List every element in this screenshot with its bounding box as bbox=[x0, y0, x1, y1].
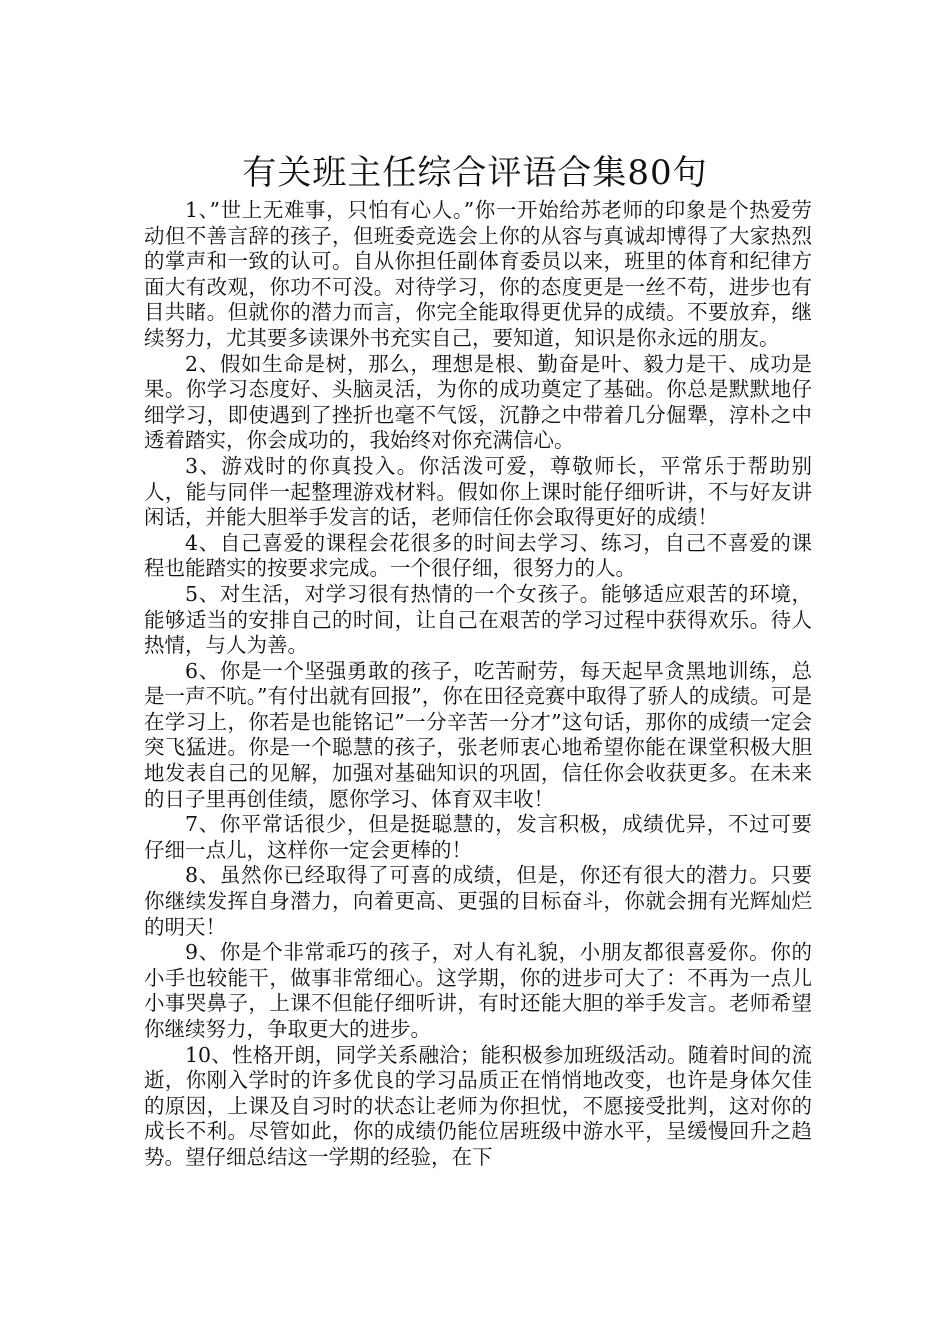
paragraph-4: 4、自己喜爱的课程会花很多的时间去学习、练习，自己不喜爱的课程也能踏实的按要求完成。一个很仔细，很努力的人。 bbox=[144, 530, 812, 581]
paragraph-9: 9、你是个非常乖巧的孩子，对人有礼貌，小朋友都很喜爱你。你的小手也较能干，做事非常细心。这学期，你的进步可大了：不再为一点儿小事哭鼻子，上课不但能仔细听讲，有时还能大胆的举手发言。老师希望你继续努力，争取更大的进步。 bbox=[144, 940, 812, 1041]
paragraph-3: 3、游戏时的你真投入。你活泼可爱，尊敬师长，平常乐于帮助别人，能与同伴一起整理游戏材料。假如你上课时能仔细听讲，不与好友讲闲话，并能大胆举手发言的话，老师信任你会取得更好的成绩！ bbox=[144, 453, 812, 530]
paragraph-7: 7、你平常话很少，但是挺聪慧的，发言积极，成绩优异，不过可要仔细一点儿，这样你一定会更棒的！ bbox=[144, 812, 812, 862]
paragraph-5: 5、对生活，对学习很有热情的一个女孩子。能够适应艰苦的环境，能够适当的安排自己的时间，让自己在艰苦的学习过程中获得欢乐。待人热情，与人为善。 bbox=[144, 581, 812, 658]
paragraph-6: 6、你是一个坚强勇敢的孩子，吃苦耐劳，每天起早贪黑地训练，总是一声不吭。”有付出就有回报”，你在田径竞赛中取得了骄人的成绩。可是在学习上，你若是也能铭记”一分辛苦一分才”这句话，那你的成绩一定会突飞猛进。你是一个聪慧的孩子，张老师衷心地希望你能在课堂积极大胆地发表自己的见解，加强对基础知识的巩固，信任你会收获更多。在未来的日子里再创佳绩，愿你学习、体育双丰收！ bbox=[144, 658, 812, 811]
paragraph-1: 1、”世上无难事，只怕有心人。”你一开始给苏老师的印象是个热爱劳动但不善言辞的孩子，但班委竞选会上你的从容与真诚却博得了大家热烈的掌声和一致的认可。自从你担任副体育委员以来，班里的体育和纪律方面大有改观，你功不可没。对待学习，你的态度更是一丝不苟，进步也有目共睹。但就你的潜力而言，你完全能取得更优异的成绩。不要放弃，继续努力，尤其要多读课外书充实自己，要知道，知识是你永远的朋友。 bbox=[144, 198, 812, 350]
paragraph-10: 10、性格开朗，同学关系融洽；能积极参加班级活动。随着时间的流逝，你刚入学时的许多优良的学习品质正在悄悄地改变，也许是身体欠佳的原因，上课及自习时的状态让老师为你担忧，不愿接受批判，这对你的成长不利。尽管如此，你的成绩仍能位居班级中游水平，呈缓慢回升之趋势。望仔细总结这一学期的经验，在下 bbox=[144, 1042, 812, 1169]
paragraph-2: 2、假如生命是树，那么，理想是根、勤奋是叶、毅力是干、成功是果。你学习态度好、头脑灵活，为你的成功奠定了基础。你总是默默地仔细学习，即使遇到了挫折也毫不气馁，沉静之中带着几分倔犟，淳朴之中透着踏实，你会成功的，我始终对你充满信心。 bbox=[144, 351, 812, 453]
paragraph-8: 8、虽然你已经取得了可喜的成绩，但是，你还有很大的潜力。只要你继续发挥自身潜力，向着更高、更强的目标奋斗，你就会拥有光辉灿烂的明天！ bbox=[144, 863, 812, 939]
document-body bbox=[144, 198, 812, 1171]
document-title: 有关班主任综合评语合集80句 bbox=[242, 152, 708, 193]
